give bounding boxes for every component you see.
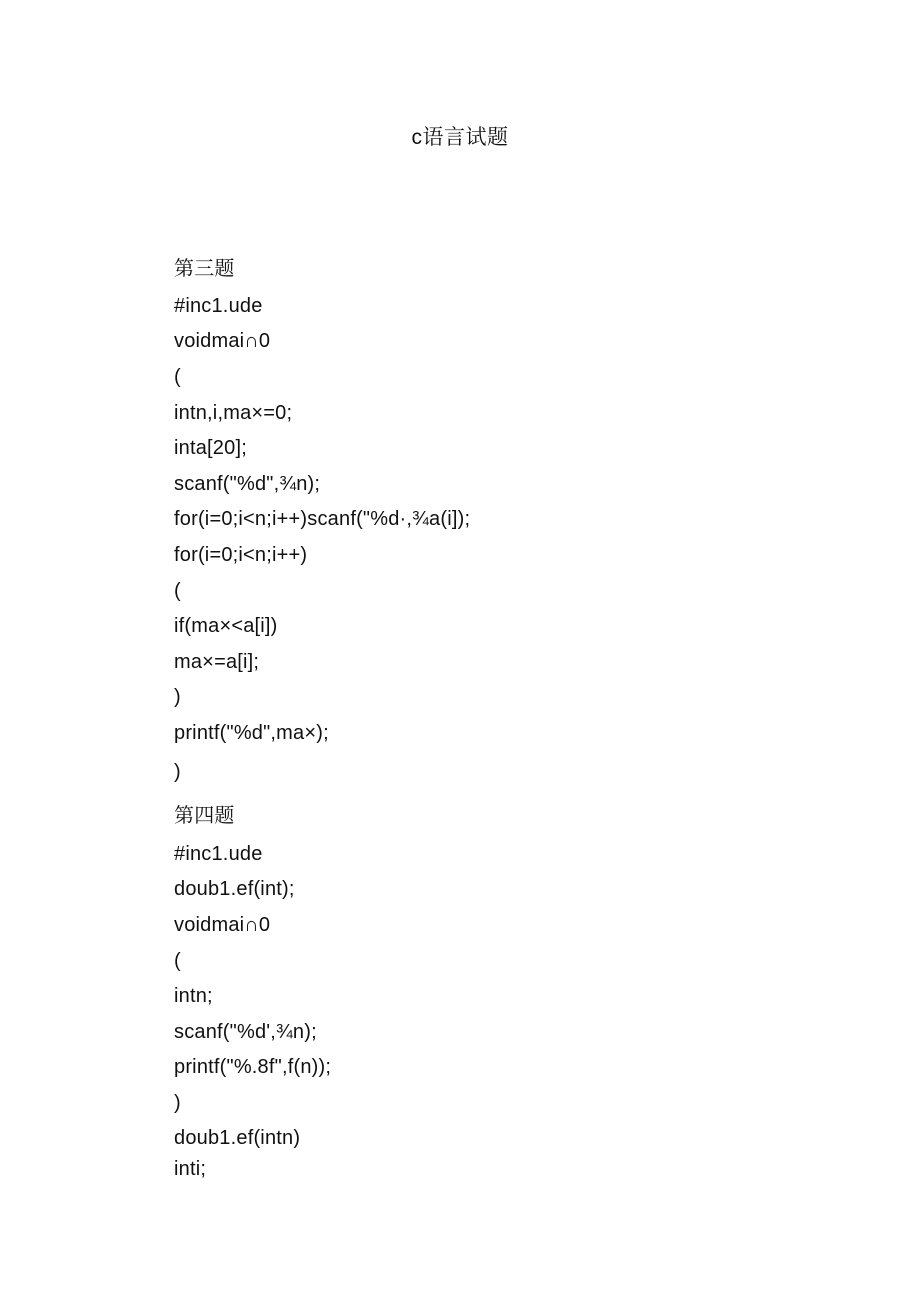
code-line: scanf("%d',¾n); — [174, 1021, 317, 1043]
section-heading-3: 第三题 — [174, 258, 235, 280]
code-line: #inc1.ude — [174, 295, 263, 317]
code-line: for(i=0;i<n;i++) — [174, 544, 308, 566]
code-line: intn; — [174, 985, 213, 1007]
code-line: doub1.ef(intn) — [174, 1127, 301, 1149]
code-line: for(i=0;i<n;i++)scanf("%d·,¾a(i]); — [174, 508, 471, 530]
code-line: #inc1.ude — [174, 843, 263, 865]
code-line: inti; — [174, 1158, 207, 1180]
code-line: ) — [174, 1092, 181, 1114]
code-line: scanf("%d",¾n); — [174, 473, 321, 495]
code-line: voidmai∩0 — [174, 330, 271, 352]
section-heading-4: 第四题 — [174, 805, 235, 827]
code-line: ) — [174, 686, 181, 708]
document-title: c语言试题 — [411, 126, 509, 149]
code-line: if(ma×<a[i]) — [174, 615, 278, 637]
code-line: inta[20]; — [174, 437, 247, 459]
code-line: ( — [174, 950, 181, 972]
code-line: ma×=a[i]; — [174, 651, 260, 673]
code-line: doub1.ef(int); — [174, 878, 295, 900]
code-line: voidmai∩0 — [174, 914, 271, 936]
code-line: ( — [174, 366, 181, 388]
code-line: ( — [174, 580, 181, 602]
code-line: intn,i,ma×=0; — [174, 402, 293, 424]
code-line: printf("%d",ma×); — [174, 722, 329, 744]
code-line: ) — [174, 761, 181, 783]
code-line: printf("%.8f",f(n)); — [174, 1056, 332, 1078]
